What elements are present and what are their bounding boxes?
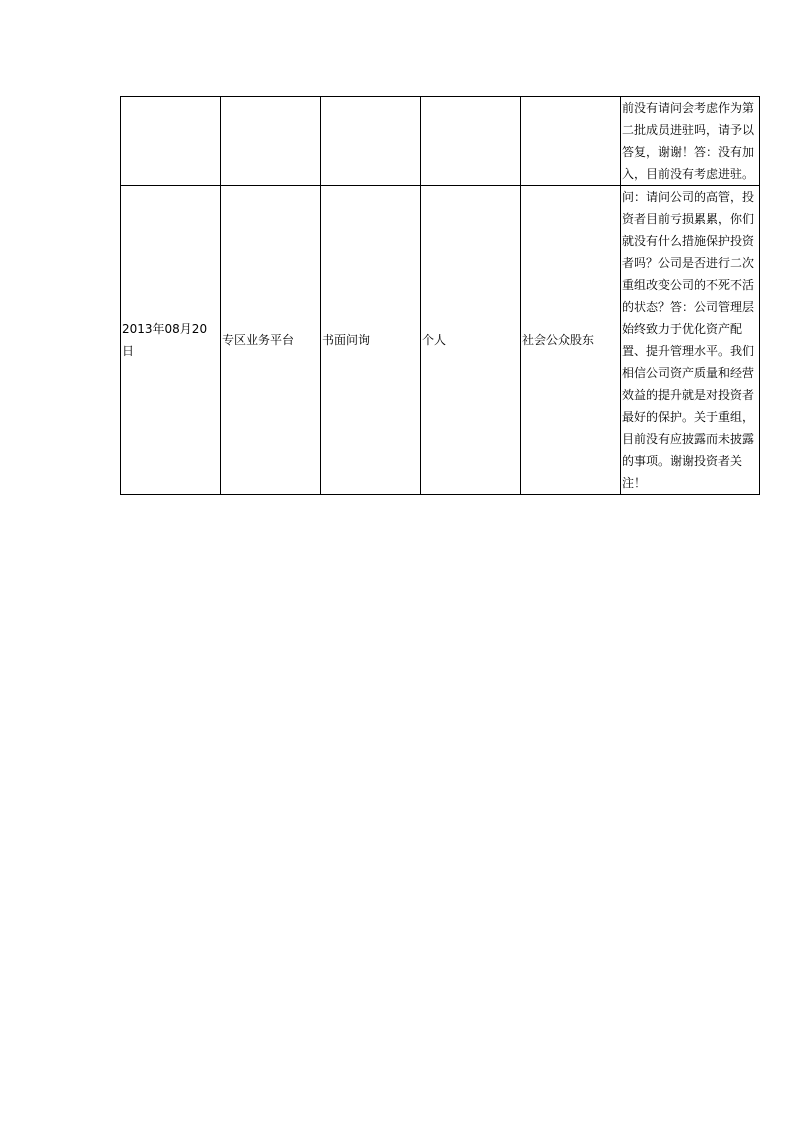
investor-name-cell: 社会公众股东: [521, 186, 621, 495]
qa-content-cell: 问：请问公司的高管，投资者目前亏损累累，你们就没有什么措施保护投资者吗？公司是否进行二次重组改变公司的不死不活的状态？答：公司管理层始终致力于优化资产配置、提升管理水平。我们相信公司资产质量和经营效益的提升就是对投资者最好的保护。关于重组，目前没有应披露而未披露的事项。谢谢投资者关注！: [621, 186, 760, 495]
table-row: [121, 186, 760, 495]
qa-content-cell: 前没有请问会考虑作为第二批成员进驻吗，请予以答复，谢谢！答：没有加入，目前没有考虑进驻。: [621, 97, 760, 186]
investor-name-cell: [521, 97, 621, 186]
date-cell: [121, 97, 221, 186]
method-cell: 书面问询: [321, 186, 421, 495]
platform-cell: [221, 97, 321, 186]
date-cell: 2013年08月20日: [121, 186, 221, 495]
investor-type-cell: [421, 97, 521, 186]
interaction-record-table: [120, 96, 760, 495]
table-row: [121, 97, 760, 186]
platform-cell: 专区业务平台: [221, 186, 321, 495]
investor-type-cell: 个人: [421, 186, 521, 495]
method-cell: [321, 97, 421, 186]
